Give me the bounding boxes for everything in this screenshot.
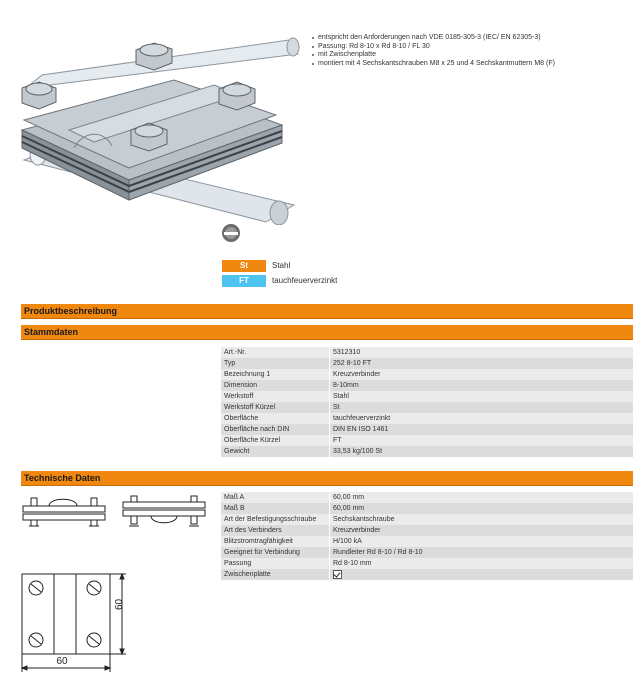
row-key: Oberfläche Kürzel [221,435,330,446]
surface-code-row [222,274,337,287]
row-value: Rundleiter Rd 8-10 / Rd 8-10 [330,547,634,558]
section-stammdaten: Stammdaten [21,325,633,340]
table-row [221,380,633,391]
row-key: Werkstoff Kürzel [221,402,330,413]
row-key: Oberfläche nach DIN [221,424,330,435]
row-value: 33,53 kg/100 St [330,446,634,457]
row-value [330,569,634,580]
row-key: Art der Befestigungsschraube [221,514,330,525]
row-key: Passung [221,558,330,569]
row-value: 60,00 mm [330,492,634,503]
table-row [221,435,633,446]
row-key: Art des Verbinders [221,525,330,536]
row-key: Art.-Nr. [221,347,330,358]
row-value: tauchfeuerverzinkt [330,413,634,424]
row-value: Rd 8-10 mm [330,558,634,569]
row-value: Kreuzverbinder [330,525,634,536]
feature-list [312,34,555,68]
drawing-side-view-b [121,494,207,532]
test-mark-icon [221,223,241,243]
table-row [221,413,633,424]
table-row [221,402,633,413]
material-code-label: Stahl [272,261,291,270]
table-row [221,536,633,547]
product-photo [14,30,304,225]
row-value: DIN EN ISO 1461 [330,424,634,435]
surface-code-label: tauchfeuerverzinkt [272,276,338,285]
table-row [221,424,633,435]
table-row [221,492,633,503]
row-key: Typ [221,358,330,369]
material-code-row [222,259,290,272]
dimension-label-height: 60 [114,598,125,610]
table-row [221,347,633,358]
table-row [221,503,633,514]
dimension-label-width: 60 [56,656,68,667]
row-key: Gewicht [221,446,330,457]
table-row [221,514,633,525]
feature-item: mit Zwischenplatte [312,51,555,60]
row-key: Bezeichnung 1 [221,369,330,380]
row-key: Zwischenplatte [221,569,330,580]
row-value: Kreuzverbinder [330,369,634,380]
table-row [221,525,633,536]
row-key: Werkstoff [221,391,330,402]
row-value: FT [330,435,634,446]
row-key: Dimension [221,380,330,391]
table-row [221,558,633,569]
row-value: H/100 kA [330,536,634,547]
table-row [221,391,633,402]
feature-item: montiert mit 4 Sechskantschrauben M8 x 25 und 4 Sechskantmuttern M8 (F) [312,60,555,69]
feature-item: Passung: Rd 8-10 x Rd 8-10 / FL 30 [312,43,555,52]
drawing-side-view-a [21,494,107,532]
stammdaten-table [221,347,633,457]
row-key: Maß A [221,492,330,503]
material-code-st: St [222,260,266,272]
section-produktbeschreibung: Produktbeschreibung [21,304,633,319]
table-row [221,369,633,380]
table-row [221,569,633,580]
feature-item: entspricht den Anforderungen nach VDE 0185-305-3 (IEC/ EN 62305-3) [312,34,555,43]
row-value: 8-10mm [330,380,634,391]
row-value: 5312310 [330,347,634,358]
table-row [221,547,633,558]
row-value: 60,00 mm [330,503,634,514]
table-row [221,358,633,369]
row-key: Oberfläche [221,413,330,424]
table-row [221,446,633,457]
row-value: St [330,402,634,413]
row-key: Maß B [221,503,330,514]
row-value: 252 8-10 FT [330,358,634,369]
row-value: Stahl [330,391,634,402]
zwischenplatte-checkbox [333,570,342,579]
technische-daten-table [221,492,633,580]
surface-code-ft: FT [222,275,266,287]
row-key: Blitzstromtragfähigkeit [221,536,330,547]
row-key: Geeignet für Verbindung [221,547,330,558]
section-technische-daten: Technische Daten [21,471,633,486]
row-value: Sechskantschraube [330,514,634,525]
